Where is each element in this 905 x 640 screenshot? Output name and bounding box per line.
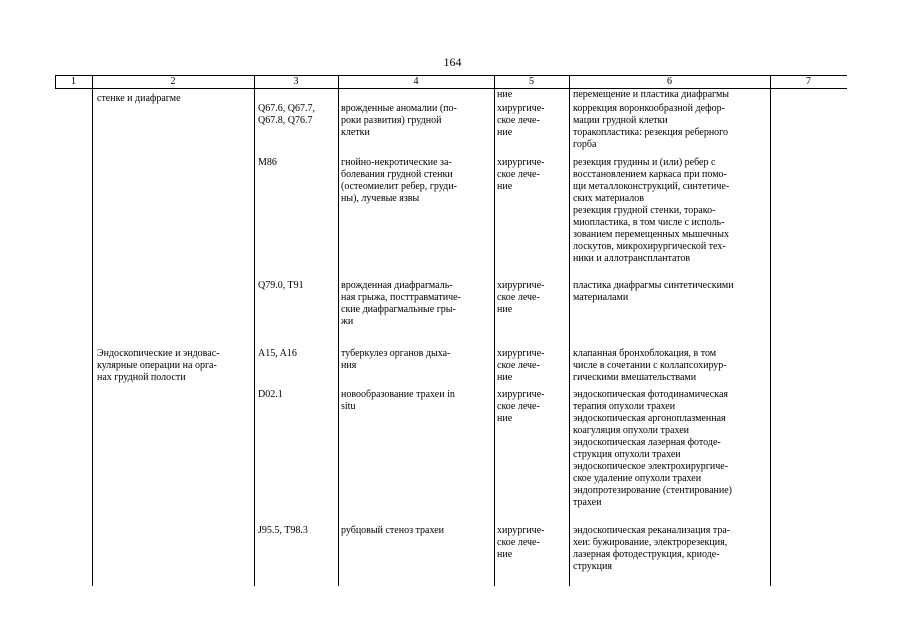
diagnosis-cell: врожденные аномалии (по- роки развития) грудной клетки (341, 103, 457, 138)
treatment-type-cell: хирургиче- ское лече- ние (497, 525, 545, 560)
icd-code-cell: D02.1 (258, 389, 283, 400)
diagnosis-cell: врожденная диафрагмаль- ная грыжа, посттравматиче- ские диафрагмальные гры- жи (341, 280, 461, 327)
icd-code-cell: A15, A16 (258, 348, 297, 359)
icd-code-cell: Q67.6, Q67.7, Q67.8, Q76.7 (258, 103, 315, 126)
header-col-1: 1 (71, 76, 76, 87)
icd-code-cell: M86 (258, 157, 277, 168)
column-divider (338, 75, 339, 586)
diagnosis-cell: туберкулез органов дыха- ния (341, 348, 451, 371)
header-col-2: 2 (170, 76, 176, 87)
treatment-method-cell: резекция грудины и (или) ребер с восстановлением каркаса при помо- щи металлоконструкций, синтетиче- ских материалов резекция грудной стенки, торако- миопластика, в том числе с исполь- зованием перемещенных мышечных лоскутов, микрохирургической тех- ники и аллотрансплантатов (573, 157, 730, 264)
header-col-6: 6 (667, 76, 672, 87)
header-col-4: 4 (413, 76, 419, 87)
column-divider (494, 75, 495, 586)
treatment-type-cell: хирургиче- ское лече- ние (497, 103, 545, 138)
treatment-method-cell: эндоскопическая фотодинамическая терапия опухоли трахеи эндоскопическая аргоноплазменная коагуляция опухоли трахеи эндоскопическая лазерная фотоде- струкция опухоли трахеи эндоскопическое электрохирургиче- ское удаление опухоли трахеи эндопротезирование (стентирование) трахеи (573, 389, 733, 508)
treatment-method-cell: пластика диафрагмы синтетическими материалами (573, 280, 734, 303)
procedure-group-cell: стенке и диафрагме (97, 93, 181, 104)
column-divider (254, 75, 255, 586)
treatment-type-cell: хирургиче- ское лече- ние (497, 157, 545, 192)
header-col-3: 3 (293, 76, 299, 87)
treatment-type-cell: хирургиче- ское лече- ние (497, 280, 545, 315)
procedure-group-cell: Эндоскопические и эндовас- кулярные операции на орга- нах грудной полости (97, 348, 220, 383)
column-divider (770, 75, 771, 586)
diagnosis-cell: новообразование трахеи in situ (341, 389, 455, 412)
treatment-method-cell: клапанная бронхоблокация, в том числе в сочетании с коллапсохирур- гическими вмешательствами (573, 348, 727, 383)
column-divider (92, 75, 93, 586)
treatment-method-cell: эндоскопическая реканализация тра- хеи: бужирование, электрорезекция, лазерная фотодеструкция, криоде- струкция (573, 525, 731, 572)
icd-code-cell: Q79.0, T91 (258, 280, 304, 291)
diagnosis-cell: гнойно-некротические за- болевания грудной стенки (остеомиелит ребер, груди- ны), лучевые язвы (341, 157, 457, 204)
column-divider (569, 75, 570, 586)
diagnosis-cell: рубцовый стеноз трахеи (341, 525, 444, 536)
treatment-type-cell: ние (497, 89, 513, 100)
treatment-type-cell: хирургиче- ское лече- ние (497, 389, 545, 424)
header-col-5: 5 (529, 76, 534, 87)
treatment-type-cell: хирургиче- ское лече- ние (497, 348, 545, 383)
icd-code-cell: J95.5, T98.3 (258, 525, 308, 536)
treatment-method-cell: перемещение и пластика диафрагмы (573, 89, 730, 100)
page-number: 164 (443, 55, 462, 69)
treatment-method-cell: коррекция воронкообразной дефор- мации грудной клетки торакопластика: резекция реберного горба (573, 103, 729, 150)
header-col-7: 7 (806, 76, 811, 87)
